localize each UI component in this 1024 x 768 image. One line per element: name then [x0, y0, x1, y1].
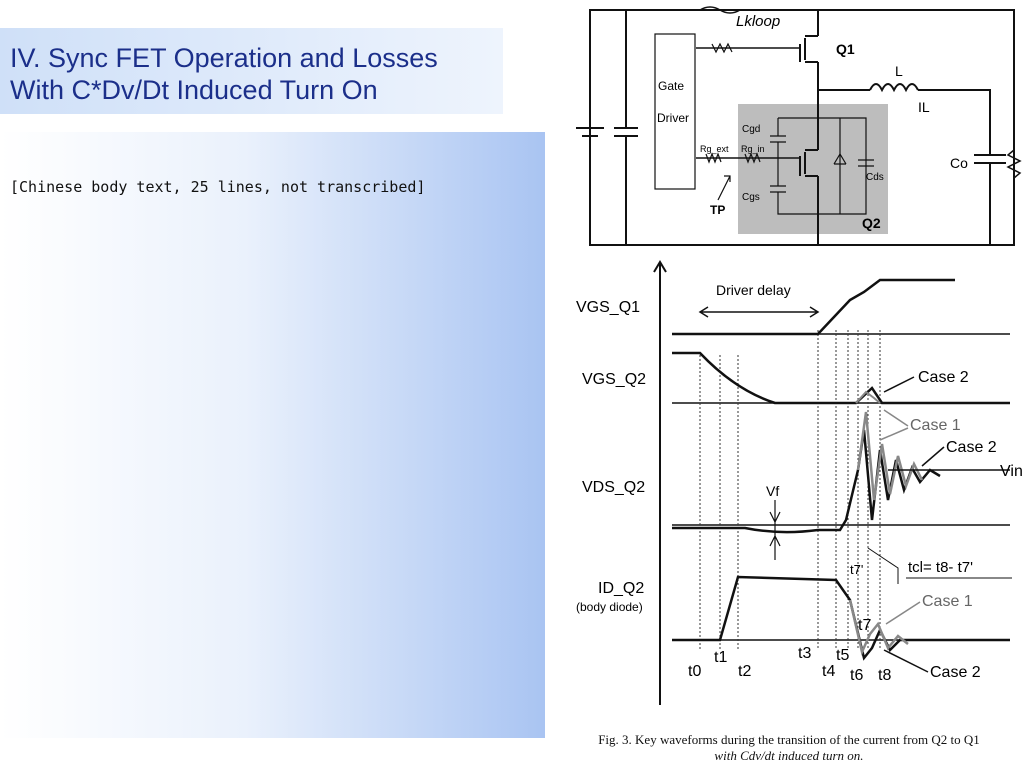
trace-vgs-q1: [672, 280, 955, 334]
label-t6: t6: [850, 667, 864, 684]
label-driver-delay: Driver delay: [716, 282, 791, 298]
caption-line-1: Fig. 3. Key waveforms during the transition of the current from Q2 to Q1: [598, 732, 980, 747]
label-id-q2-sub: (body diode): [576, 600, 643, 614]
text-panel: [0, 132, 545, 738]
slide-title: IV. Sync FET Operation and Losses With C*Dv/Dt Induced Turn On: [10, 43, 438, 105]
label-t0: t0: [688, 663, 702, 680]
case1-mid-arrow: [880, 410, 908, 440]
label-t7-prime: t7': [850, 562, 864, 577]
title-box: [0, 28, 503, 114]
trace-vds-q2: [672, 430, 940, 532]
label-t5: t5: [836, 647, 850, 664]
label-tp: TP: [710, 203, 726, 217]
label-t4: t4: [822, 663, 836, 680]
label-id-q2: ID_Q2: [598, 580, 645, 597]
label-q2: Q2: [862, 215, 881, 231]
label-case2-mid: Case 2: [946, 439, 997, 456]
label-vin: Vin: [1000, 463, 1023, 480]
caption-line-2: with Cdv/dt induced turn on.: [714, 748, 864, 763]
label-t8: t8: [878, 667, 892, 684]
driver-delay-arrow: [700, 307, 818, 317]
figure-caption: [556, 732, 1022, 764]
label-driver: Driver: [657, 111, 689, 125]
label-t7: t7: [858, 617, 872, 634]
label-rg-in: Rg_in: [741, 144, 765, 154]
label-vds-q2: VDS_Q2: [582, 479, 646, 496]
label-tcl: tcl= t8- t7': [908, 559, 973, 576]
label-case1-mid: Case 1: [910, 417, 961, 434]
label-rg-ext: Rg_ext: [700, 144, 729, 154]
vf-marker: [770, 500, 780, 560]
label-lkloop: Lkloop: [736, 13, 781, 30]
circuit-diagram: [576, 7, 1020, 245]
label-t1: t1: [714, 649, 728, 666]
label-case2-top: Case 2: [918, 369, 969, 386]
label-il: IL: [918, 99, 930, 115]
label-cgd: Cgd: [742, 124, 761, 135]
label-cgs: Cgs: [742, 192, 760, 203]
label-case1-bottom: Case 1: [922, 593, 973, 610]
tcl-pointer: [868, 548, 898, 584]
trace-id-q2: [672, 577, 1010, 658]
label-co: Co: [950, 155, 968, 171]
label-l: L: [895, 63, 903, 79]
case2-top-arrow: [884, 377, 914, 392]
body-text: [Chinese body text, 25 lines, not transcribed]: [10, 178, 426, 196]
label-vgs-q1: VGS_Q1: [576, 299, 641, 316]
label-gate-driver: Gate: [658, 79, 685, 93]
label-case2-bottom: Case 2: [930, 664, 981, 681]
label-t2: t2: [738, 663, 752, 680]
figure: [556, 0, 1024, 768]
label-t3: t3: [798, 645, 812, 662]
label-vgs-q2: VGS_Q2: [582, 371, 647, 388]
label-cds: Cds: [866, 172, 884, 183]
case1-bottom-arrow: [886, 602, 920, 624]
waveform-axes: [654, 262, 1010, 705]
case2-mid-arrow: [922, 447, 944, 466]
label-q1: Q1: [836, 41, 855, 57]
label-vf: Vf: [766, 483, 780, 499]
